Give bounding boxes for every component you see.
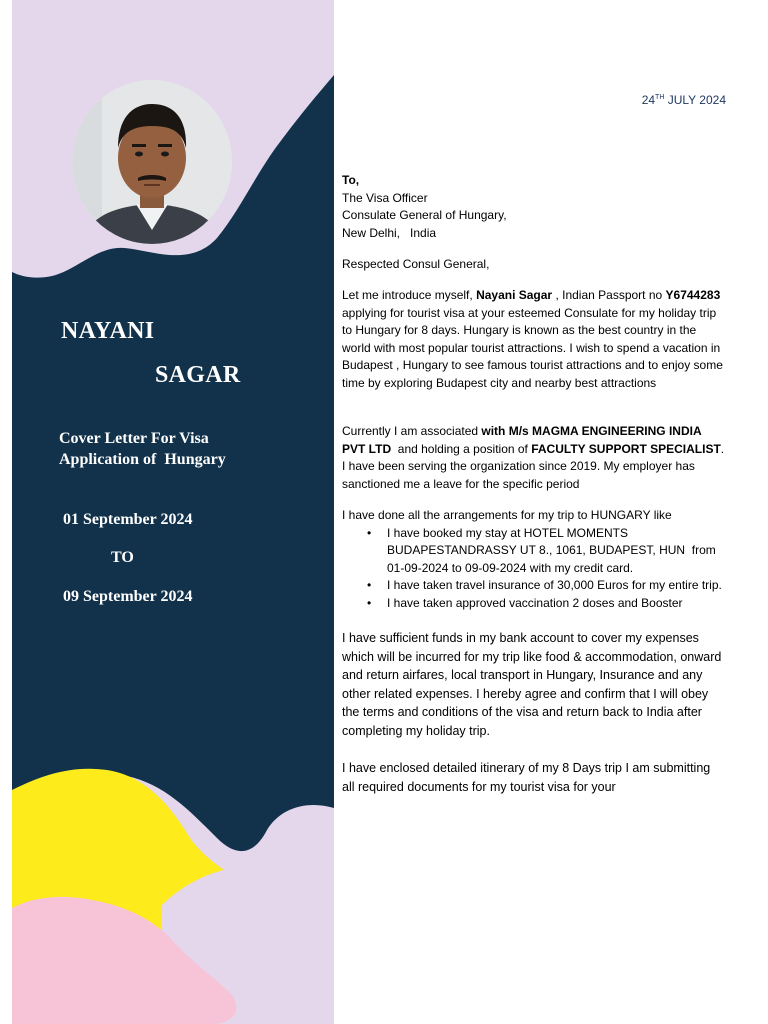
- date-rest: JULY 2024: [664, 93, 726, 107]
- list-item: • I have taken travel insurance of 30,000 Euros for my entire trip.: [387, 577, 726, 595]
- job-position: FACULTY SUPPORT SPECIALIST: [531, 441, 721, 456]
- paragraph-funds: I have sufficient funds in my bank account to cover my expenses which will be incurred for my trip like food & accommodation, onward and return airfares, local transport in Hungary, Insurance and any other related expenses. I hereby agree and confirm that I will obey the terms and conditions of the visa and return back to India after completing my holiday trip.: [342, 631, 722, 738]
- letter-date: [642, 93, 726, 107]
- recipient-address: [342, 172, 726, 242]
- letter-body: [342, 0, 730, 1024]
- p1-text-a: Let me introduce myself,: [342, 288, 477, 302]
- subtitle-line-1: Cover Letter For Visa: [59, 430, 209, 447]
- travel-date-from: 01 September 2024: [63, 511, 193, 528]
- salutation: Respected Consul General,: [342, 257, 490, 271]
- employer-name: with M/s MAGMA ENGINEERING INDIA PVT LTD: [342, 424, 702, 456]
- p2-text-c: . I have been serving the organization since 2019. My employer has sanctioned me a leave for the specific period: [342, 441, 725, 491]
- paragraph-documents: I have enclosed detailed itinerary of my 8 Days trip I am submitting all required documents for my tourist visa for your: [342, 761, 711, 794]
- list-item: • I have booked my stay at HOTEL MOMENTS BUDAPESTANDRASSY UT 8., 1061, BUDAPEST, HUN from 01-09-2024 to 09-09-2024 with my credit card.: [387, 525, 726, 578]
- name-first: NAYANI: [61, 318, 155, 344]
- travel-date-to: 09 September 2024: [63, 588, 193, 605]
- arrangements-intro: I have done all the arrangements for my trip to HUNGARY like: [342, 508, 672, 522]
- name-last: SAGAR: [155, 362, 241, 388]
- paragraph-introduction: [342, 287, 726, 393]
- address-to: To,: [342, 173, 360, 187]
- subtitle-line-2: Application of Hungary: [59, 451, 226, 468]
- date-suffix: TH: [655, 94, 665, 101]
- sidebar: [12, 0, 334, 1024]
- passport-number: Y6744283: [665, 288, 721, 302]
- address-line-3: New Delhi, India: [342, 225, 437, 240]
- travel-date-to-word: TO: [111, 549, 134, 566]
- p1-text-c: applying for tourist visa at your esteemed Consulate for my holiday trip to Hungary for 8 days. Hungary is known as the best country in the world with most popular tourist attractions. I wish to spend a vacation in Budapest , Hungary to see famous tourist attractions and to enjoy some time by exploring Budapest city and nearby best attractions: [342, 305, 723, 390]
- arrangements-list: [342, 525, 726, 613]
- cover-letter-subtitle: [59, 428, 226, 470]
- p2-text-b: and holding a position of: [391, 441, 532, 456]
- date-day: 24: [641, 93, 656, 107]
- paragraph-arrangements: [342, 507, 726, 613]
- portrait-image: [72, 80, 232, 244]
- p2-text-a: Currently I am associated: [342, 424, 482, 438]
- address-line-1: The Visa Officer: [342, 190, 428, 205]
- applicant-name: Nayani Sagar: [476, 288, 553, 302]
- paragraph-employment: [342, 423, 726, 493]
- profile-photo: [72, 80, 232, 244]
- list-item: • I have taken approved vaccination 2 doses and Booster: [387, 595, 726, 613]
- p1-text-b: , Indian Passport no: [552, 288, 666, 302]
- address-line-2: Consulate General of Hungary,: [342, 208, 507, 223]
